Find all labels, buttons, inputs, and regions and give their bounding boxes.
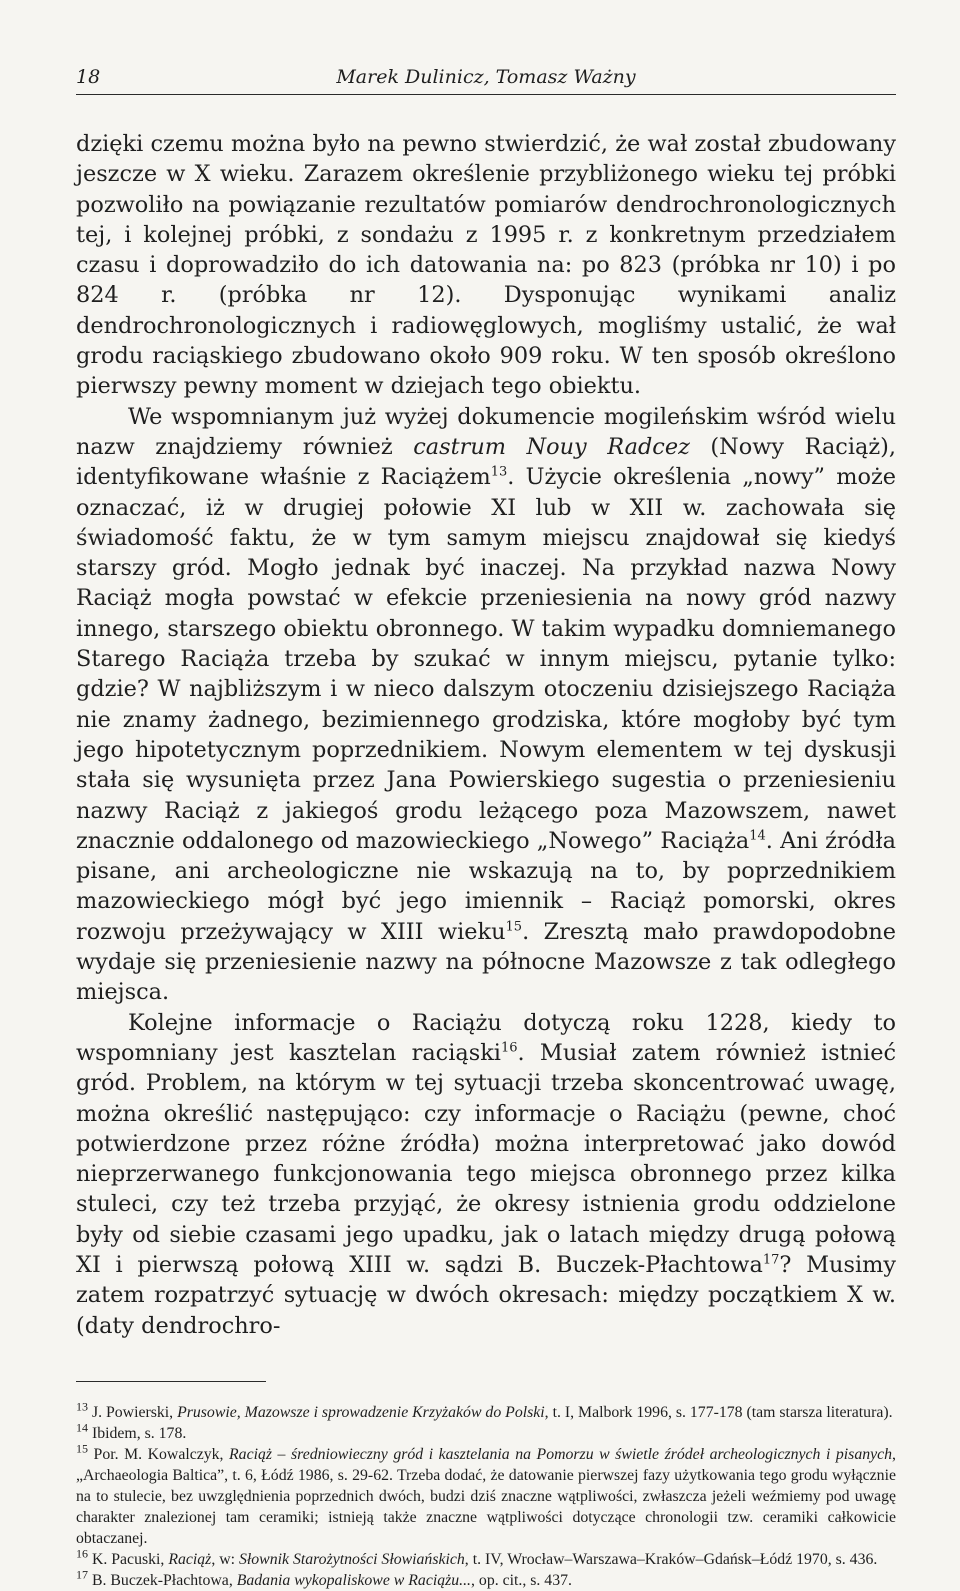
footnote-number: 16 — [76, 1546, 88, 1561]
footnote-text: , „Archaeologia Baltica”, t. 6, Łódź 1986, s. 29-62. Trzeba dodać, że datowanie pierwszej fazy użytkowania tego grodu wyłącznie na to stulecie, bez uwzględnienia poprzednich dwóch, budzi dziś znaczne wątpliwości, zwłaszcza jeżeli weźmiemy pod uwagę charakter znalezionej tam ceramiki; istnieją także znaczne wątpliwości dotyczące chronologii tzw. ceramiki całkowicie obtaczanej. — [76, 1445, 896, 1547]
footnote-16 — [76, 1546, 896, 1570]
footnotes — [76, 1399, 896, 1591]
paragraph-3-text-c: ? Musimy zatem rozpatrzyć sytuację w dwóch okresach: między początkiem X w. (daty dendrochro- — [76, 1251, 896, 1339]
footnote-text: , w: — [211, 1550, 239, 1568]
paragraph-3-text-b: . Musiał zatem również istnieć gród. Problem, na którym w tej sytuacji trzeba skoncentrować uwagę, można określić następująco: czy informacje o Raciążu (pewne, choć potwierdzone przez różne źródła) można interpretować jako dowód nieprzerwanego funkcjonowania tego miejsca obronnego przez kilka stuleci, czy też trzeba przyjąć, że okresy istnienia grodu oddzielone były od siebie czasami jego upadku, jak o latach między drugą połową XI i pierwszą połową XIII w. sądzi B. Buczek-Płachtowa — [76, 1039, 896, 1278]
footnote-17 — [76, 1567, 896, 1591]
footnote-text: , op. cit., s. 437. — [471, 1571, 572, 1589]
paragraph-2-text-a: We wspomnianym już wyżej dokumencie mogileńskim wśród wielu nazw znajdziemy również — [76, 403, 896, 460]
paragraph-2 — [76, 402, 896, 1008]
paragraph-1 — [76, 129, 896, 402]
paragraph-3-text-a: Kolejne informacje o Raciążu dotyczą roku 1228, kiedy to wspomniany jest kasztelan raciąski — [76, 1009, 896, 1066]
footnote-text: , t. IV, Wrocław–Warszawa–Kraków–Gdańsk–Łódź 1970, s. 436. — [464, 1550, 878, 1568]
page-header — [76, 66, 896, 95]
footnote-ref-13[interactable]: 13 — [490, 464, 508, 480]
footnote-title-italic: Słownik Starożytności Słowiańskich — [238, 1550, 465, 1568]
paragraph-1-text: dzięki czemu można było na pewno stwierdzić, że wał został zbudowany jeszcze w X wieku. Zarazem określenie przybliżonego wieku tej próbki pozwoliło na powiązanie rezultatów pomiarów dendrochronologicznych tej, i kolejnej próbki, z sondażu z 1995 r. z konkretnym przedziałem czasu i doprowadziło do ich datowania na: po 823 (próbka nr 10) i po 824 r. (próbka nr 12). Dysponując wynikami analiz dendrochronologicznych i radiowęglowych, mogliśmy ustalić, że wał grodu raciąskiego zbudowano około 909 roku. W ten sposób określono pierwszy pewny moment w dziejach tego obiektu. — [76, 131, 896, 400]
footnote-text: J. Powierski, — [91, 1403, 178, 1421]
footnote-14 — [76, 1420, 896, 1444]
paragraph-2-text-e: . Zresztą mało prawdopodobne wydaje się przeniesienie nazwy na północne Mazowsze z tak odległego miejsca. — [76, 918, 896, 1006]
footnote-text: Ibidem, s. 178. — [91, 1424, 187, 1442]
footnote-ref-17[interactable]: 17 — [762, 1252, 780, 1268]
document-page — [76, 66, 896, 1591]
latin-name-italic: castrum Nouy Radcez — [413, 433, 690, 460]
footnote-ref-16[interactable]: 16 — [500, 1040, 518, 1056]
footnote-text: B. Buczek-Płachtowa, — [91, 1571, 237, 1589]
footnote-text: K. Pacuski, — [91, 1550, 169, 1568]
paragraph-2-text-d: . Ani źródła pisane, ani archeologiczne nie wskazują na to, by poprzednikiem mazowieckiego mógł być jego imiennik – Raciąż pomorski, okres rozwoju przeżywający w XIII wieku — [76, 827, 897, 945]
footnote-number: 14 — [76, 1420, 88, 1435]
footnote-title-italic: Raciąż — [168, 1550, 212, 1568]
footnote-text: Por. M. Kowalczyk, — [93, 1445, 230, 1463]
footnote-divider — [76, 1381, 266, 1382]
footnote-ref-15[interactable]: 15 — [505, 919, 523, 935]
paragraph-3 — [76, 1008, 896, 1341]
footnote-13 — [76, 1399, 896, 1423]
page-number: 18 — [76, 66, 101, 88]
footnote-title-italic: Badania wykopaliskowe w Raciążu... — [236, 1571, 472, 1589]
body-text — [76, 129, 896, 1341]
footnote-number: 13 — [76, 1399, 88, 1414]
footnote-text: , t. I, Malbork 1996, s. 177-178 (tam starsza literatura). — [544, 1403, 893, 1421]
footnote-title-italic: Raciąż – średniowieczny gród i kasztelania na Pomorzu w świetle źródeł archeologicznych i pisanych — [229, 1445, 893, 1463]
footnote-ref-14[interactable]: 14 — [749, 828, 766, 844]
footnote-title-italic: Prusowie, Mazowsze i sprowadzenie Krzyżaków do Polski — [177, 1403, 545, 1421]
paragraph-2-text-c: . Użycie określenia „nowy” może oznaczać, iż w drugiej połowie XI lub w XII w. zachowała się świadomość faktu, że w tym samym miejscu znajdował się kiedyś starszy gród. Mogło jednak być inaczej. Na przykład nazwa Nowy Raciąż mogła powstać w efekcie przeniesienia na nowy gród nazwy innego, starszego obiektu obronnego. W takim wypadku domniemanego Starego Raciąża trzeba by szukać w innym miejscu, pytanie tylko: gdzie? W najbliższym i w nieco dalszym otoczeniu dzisiejszego Raciąża nie znamy żadnego, bezimiennego grodziska, które mogłoby być tym jego hipotetycznym poprzednikiem. Nowym elementem w tej dyskusji stała się wysunięta przez Jana Powierskiego sugestia o przeniesieniu nazwy Raciąż z jakiegoś grodu leżącego poza Mazowszem, nawet znacznie oddalonego od mazowieckiego „Nowego” Raciąża — [76, 464, 896, 854]
paragraph-2-text-b: (Nowy Raciąż), identyfikowane właśnie z Raciążem — [76, 433, 896, 491]
footnote-15 — [76, 1441, 896, 1549]
running-head-authors: Marek Dulinicz, Tomasz Ważny — [336, 66, 636, 88]
footnote-number: 17 — [76, 1567, 88, 1582]
footnote-number: 15 — [76, 1441, 88, 1456]
